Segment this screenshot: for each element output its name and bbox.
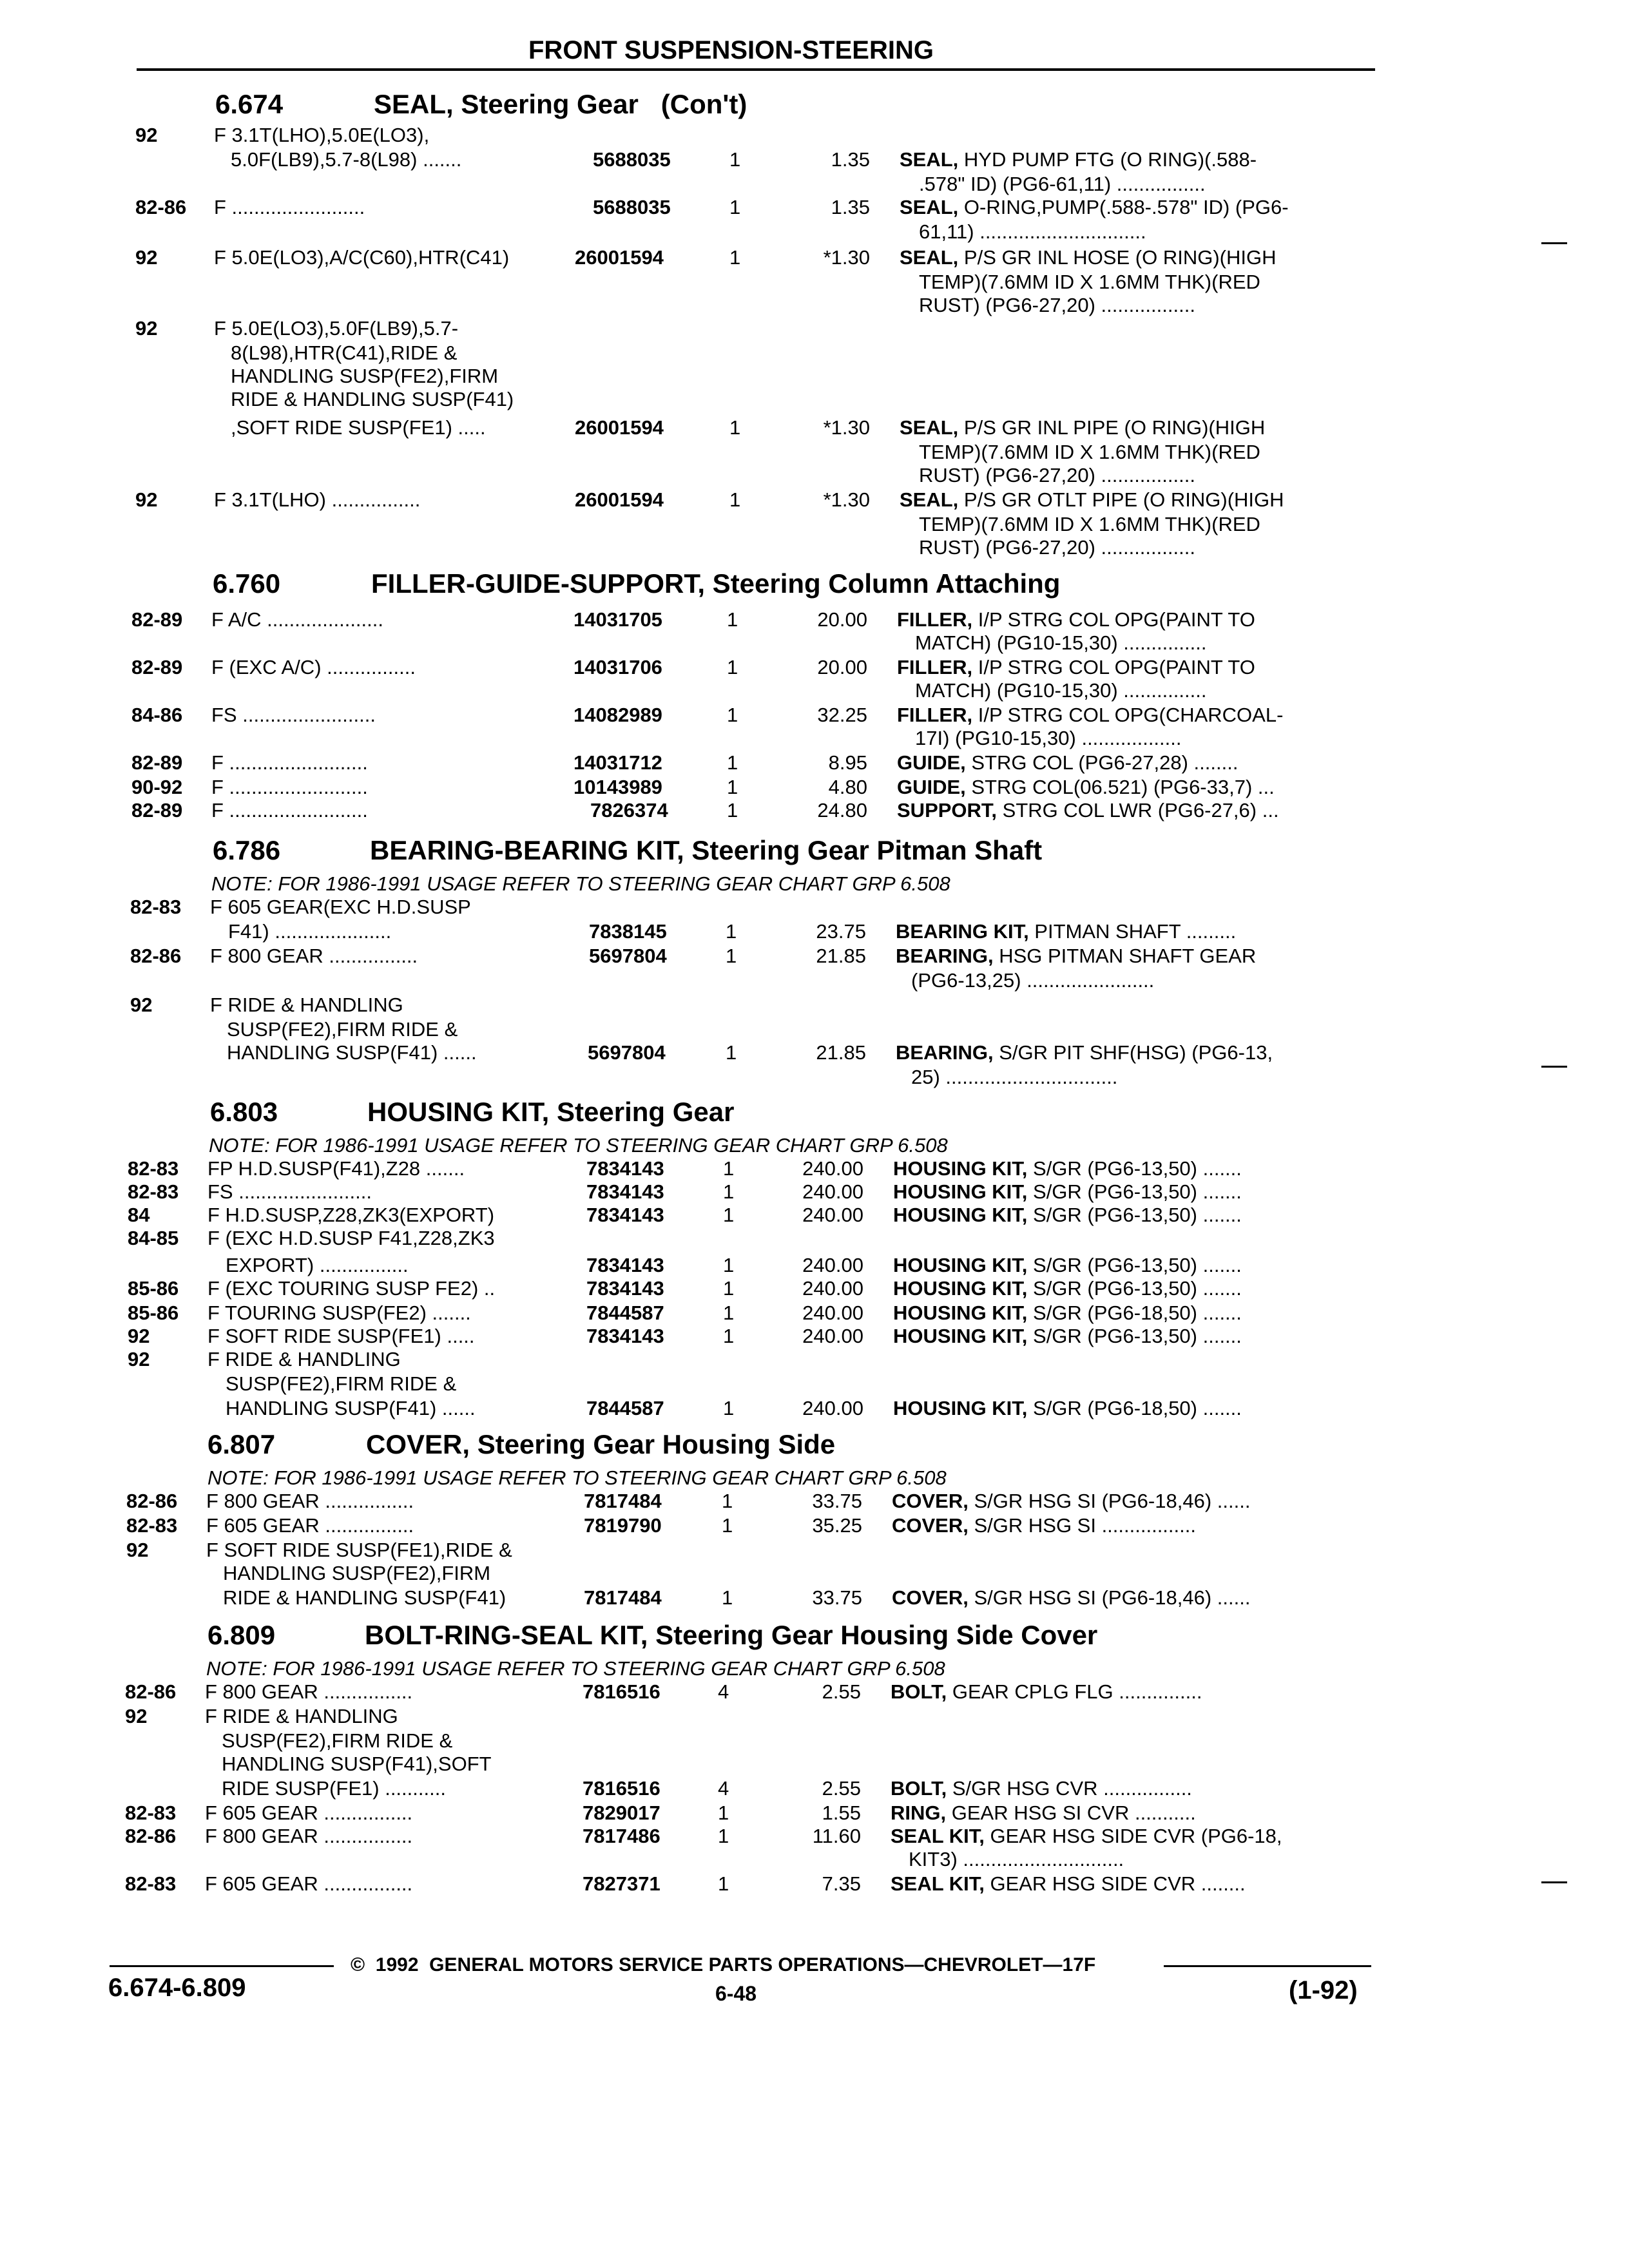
quantity: 4	[718, 1680, 729, 1703]
part-name: SEAL KIT,	[891, 1872, 985, 1895]
price: 23.75	[816, 920, 866, 943]
description-text: STRG COL(06.521) (PG6-33,7) ...	[965, 776, 1275, 798]
application: F 800 GEAR ................	[206, 1490, 414, 1512]
section-number: 6.760	[213, 568, 281, 599]
section-title: BEARING-BEARING KIT, Steering Gear Pitman Shaft	[370, 835, 1043, 865]
description-line: 25) ...............................	[911, 1066, 1118, 1088]
price: 2.55	[822, 1777, 861, 1800]
header-rule	[137, 68, 1375, 71]
model-years: 92	[125, 1705, 148, 1727]
model-years: 82-86	[125, 1680, 177, 1703]
price: 240.00	[802, 1325, 863, 1347]
price: 240.00	[802, 1302, 863, 1324]
description	[897, 751, 1238, 774]
application: F 5.0E(LO3),5.0F(LB9),5.7-	[214, 317, 459, 340]
price: 240.00	[802, 1157, 863, 1180]
part-number: 7834143	[586, 1254, 664, 1276]
part-number: 7834143	[586, 1157, 664, 1180]
description-text: O-RING,PUMP(.588-.578" ID) (PG6-	[958, 196, 1289, 218]
section-number: 6.809	[207, 1620, 276, 1650]
model-years: 92	[130, 994, 153, 1016]
part-number: 7829017	[583, 1802, 660, 1824]
part-name: COVER,	[892, 1586, 969, 1609]
description	[900, 246, 1276, 269]
part-name: BEARING,	[896, 1041, 994, 1064]
part-name: FILLER,	[897, 656, 973, 678]
model-years: 82-83	[125, 1872, 177, 1895]
description	[897, 776, 1275, 799]
description-text: GEAR HSG SI CVR ...........	[946, 1802, 1196, 1824]
section-title: FILLER-GUIDE-SUPPORT, Steering Column Attaching	[371, 568, 1061, 599]
part-number: 5688035	[593, 196, 671, 218]
description-line: RUST) (PG6-27,20) .................	[919, 294, 1195, 316]
section-title: BOLT-RING-SEAL KIT, Steering Gear Housing Side Cover	[365, 1620, 1098, 1650]
quantity: 1	[726, 945, 737, 967]
description-text: S/GR (PG6-18,50) .......	[1027, 1397, 1242, 1419]
application-cont: HANDLING SUSP(F41),SOFT	[222, 1753, 492, 1775]
section-number: 6.807	[207, 1429, 276, 1459]
price: 1.35	[831, 196, 870, 218]
price: 8.95	[828, 751, 867, 774]
application: FP H.D.SUSP(F41),Z28 .......	[207, 1157, 465, 1180]
part-name: SEAL KIT,	[891, 1825, 985, 1847]
part-number: 14031712	[574, 751, 662, 774]
description	[891, 1777, 1192, 1800]
description	[897, 656, 1255, 679]
description-line: TEMP)(7.6MM ID X 1.6MM THK)(RED	[919, 513, 1260, 535]
part-name: HOUSING KIT,	[893, 1204, 1028, 1226]
quantity: 1	[729, 488, 741, 511]
footer-page-number: 6-48	[715, 1982, 757, 2005]
quantity: 1	[723, 1397, 735, 1419]
model-years: 85-86	[128, 1277, 179, 1300]
part-name: HOUSING KIT,	[893, 1302, 1028, 1324]
part-number: 7826374	[590, 799, 668, 822]
description-text: I/P STRG COL OPG(CHARCOAL-	[972, 704, 1284, 726]
description	[891, 1825, 1282, 1848]
description-line: TEMP)(7.6MM ID X 1.6MM THK)(RED	[919, 271, 1260, 293]
application: F .........................	[211, 799, 368, 822]
section-title: HOUSING KIT, Steering Gear	[367, 1097, 735, 1127]
model-years: 84-85	[128, 1227, 179, 1249]
model-years: 92	[135, 246, 158, 269]
part-number: 14031705	[574, 608, 662, 631]
application: FS ........................	[211, 704, 376, 726]
application-cont: 5.0F(LB9),5.7-8(L98) .......	[231, 148, 462, 171]
application-cont: 8(L98),HTR(C41),RIDE &	[231, 341, 458, 364]
application: F TOURING SUSP(FE2) .......	[207, 1302, 471, 1324]
description-text: S/GR (PG6-18,50) .......	[1027, 1302, 1242, 1324]
model-years: 82-83	[128, 1180, 179, 1203]
description	[900, 196, 1289, 219]
application-cont: HANDLING SUSP(F41) ......	[227, 1041, 477, 1064]
description	[893, 1254, 1242, 1277]
description	[893, 1204, 1242, 1227]
description-line: .578" ID) (PG6-61,11) ................	[919, 173, 1206, 195]
margin-tick	[1541, 1881, 1567, 1883]
description-text: S/GR HSG SI (PG6-18,46) ......	[968, 1490, 1251, 1512]
model-years: 84	[128, 1204, 150, 1226]
part-number: 5697804	[588, 1041, 666, 1064]
page-header-title: FRONT SUSPENSION-STEERING	[528, 36, 934, 64]
description-text: S/GR (PG6-13,50) .......	[1027, 1204, 1242, 1226]
description	[892, 1586, 1250, 1610]
part-number: 5688035	[593, 148, 671, 171]
part-name: SEAL,	[900, 148, 959, 171]
application-cont: RIDE SUSP(FE1) ...........	[222, 1777, 446, 1800]
quantity: 1	[727, 608, 738, 631]
description-text: STRG COL LWR (PG6-27,6) ...	[997, 799, 1279, 822]
part-name: HOUSING KIT,	[893, 1254, 1028, 1276]
quantity: 1	[718, 1825, 729, 1847]
description-text: GEAR HSG SIDE CVR (PG6-18,	[984, 1825, 1282, 1847]
description	[896, 945, 1256, 968]
price: 20.00	[817, 656, 867, 678]
application: F RIDE & HANDLING	[207, 1348, 401, 1370]
part-number: 7816516	[583, 1680, 660, 1703]
description-text: HYD PUMP FTG (O RING)(.588-	[958, 148, 1257, 171]
application: F (EXC H.D.SUSP F41,Z28,ZK3	[207, 1227, 495, 1249]
description-line: RUST) (PG6-27,20) .................	[919, 464, 1195, 486]
description	[893, 1277, 1242, 1300]
application: F 800 GEAR ................	[205, 1825, 413, 1847]
description	[893, 1157, 1242, 1180]
part-name: BOLT,	[891, 1777, 947, 1800]
quantity: 1	[729, 416, 741, 439]
price: 240.00	[802, 1277, 863, 1300]
model-years: 92	[128, 1325, 150, 1347]
part-number: 7817486	[583, 1825, 660, 1847]
price: *1.30	[823, 246, 870, 269]
part-name: SEAL,	[900, 416, 959, 439]
quantity: 1	[729, 246, 741, 269]
application-cont: SUSP(FE2),FIRM RIDE &	[222, 1729, 453, 1752]
price: 240.00	[802, 1254, 863, 1276]
section-note: NOTE: FOR 1986-1991 USAGE REFER TO STEERING GEAR CHART GRP 6.508	[211, 872, 950, 895]
part-name: SEAL,	[900, 246, 959, 269]
description-text: PITMAN SHAFT .........	[1028, 920, 1237, 943]
part-number: 7816516	[583, 1777, 660, 1800]
part-number: 26001594	[575, 246, 664, 269]
application-cont: SUSP(FE2),FIRM RIDE &	[226, 1372, 457, 1395]
description-text: I/P STRG COL OPG(PAINT TO	[972, 608, 1255, 631]
price: 35.25	[812, 1514, 862, 1537]
application-cont: RIDE & HANDLING SUSP(F41)	[223, 1586, 506, 1609]
quantity: 1	[727, 704, 738, 726]
description	[897, 799, 1279, 822]
description	[897, 704, 1283, 727]
section-number: 6.786	[213, 835, 281, 865]
description-line: MATCH) (PG10-15,30) ...............	[915, 631, 1207, 654]
quantity: 1	[727, 656, 738, 678]
model-years: 92	[135, 488, 158, 511]
section-note: NOTE: FOR 1986-1991 USAGE REFER TO STEERING GEAR CHART GRP 6.508	[206, 1657, 945, 1680]
part-number: 10143989	[574, 776, 662, 798]
description-text: P/S GR INL HOSE (O RING)(HIGH	[958, 246, 1277, 269]
price: 20.00	[817, 608, 867, 631]
quantity: 1	[723, 1277, 735, 1300]
quantity: 1	[722, 1490, 733, 1512]
description-line: RUST) (PG6-27,20) .................	[919, 536, 1195, 559]
part-name: HOUSING KIT,	[893, 1397, 1028, 1419]
description-line: 17I) (PG10-15,30) ..................	[915, 727, 1182, 749]
description	[896, 920, 1236, 943]
description	[891, 1802, 1196, 1825]
price: 11.60	[812, 1825, 861, 1847]
part-name: GUIDE,	[897, 751, 966, 774]
application: F 605 GEAR(EXC H.D.SUSP	[210, 896, 471, 918]
description	[891, 1872, 1246, 1896]
quantity: 1	[723, 1302, 735, 1324]
quantity: 1	[723, 1180, 735, 1203]
description-text: S/GR (PG6-13,50) .......	[1027, 1277, 1242, 1300]
part-number: 7834143	[586, 1277, 664, 1300]
quantity: 1	[723, 1204, 735, 1226]
price: 21.85	[816, 1041, 866, 1064]
model-years: 92	[135, 317, 158, 340]
margin-tick	[1541, 242, 1567, 244]
model-years: 90-92	[131, 776, 183, 798]
part-name: HOUSING KIT,	[893, 1180, 1028, 1203]
description	[893, 1397, 1242, 1420]
description-text: STRG COL (PG6-27,28) ........	[965, 751, 1239, 774]
description-text: S/GR (PG6-13,50) .......	[1027, 1254, 1242, 1276]
quantity: 1	[722, 1514, 733, 1537]
part-name: BEARING KIT,	[896, 920, 1029, 943]
quantity: 1	[718, 1872, 729, 1895]
application: F 605 GEAR ................	[205, 1872, 413, 1895]
application: F (EXC A/C) ................	[211, 656, 416, 678]
section-note: NOTE: FOR 1986-1991 USAGE REFER TO STEERING GEAR CHART GRP 6.508	[209, 1134, 948, 1157]
application: F 605 GEAR ................	[206, 1514, 414, 1537]
model-years: 82-83	[128, 1157, 179, 1180]
quantity: 4	[718, 1777, 729, 1800]
application: F 800 GEAR ................	[205, 1680, 413, 1703]
price: *1.30	[823, 488, 870, 511]
description	[891, 1680, 1202, 1704]
part-number: 7817484	[584, 1586, 662, 1609]
application: F 3.1T(LHO),5.0E(LO3),	[214, 124, 430, 146]
part-name: RING,	[891, 1802, 947, 1824]
price: 240.00	[802, 1180, 863, 1203]
application: F H.D.SUSP,Z28,ZK3(EXPORT)	[207, 1204, 495, 1226]
price: 7.35	[822, 1872, 861, 1895]
part-name: BOLT,	[891, 1680, 947, 1703]
application: F RIDE & HANDLING	[205, 1705, 398, 1727]
description-text: S/GR (PG6-13,50) .......	[1027, 1180, 1242, 1203]
part-number: 7834143	[586, 1180, 664, 1203]
application: F ........................	[214, 196, 365, 218]
application-cont: RIDE & HANDLING SUSP(F41)	[231, 388, 514, 410]
part-name: BEARING,	[896, 945, 994, 967]
price: 1.35	[831, 148, 870, 171]
description-text: S/GR HSG SI .................	[968, 1514, 1196, 1537]
price: 240.00	[802, 1397, 863, 1419]
part-name: SUPPORT,	[897, 799, 998, 822]
description	[897, 608, 1255, 631]
model-years: 82-89	[131, 608, 183, 631]
description-text: P/S GR INL PIPE (O RING)(HIGH	[958, 416, 1266, 439]
description	[893, 1180, 1242, 1204]
application: F (EXC TOURING SUSP FE2) ..	[207, 1277, 496, 1300]
price: 1.55	[822, 1802, 861, 1824]
application: F SOFT RIDE SUSP(FE1),RIDE &	[206, 1539, 512, 1561]
part-name: COVER,	[892, 1514, 969, 1537]
price: 240.00	[802, 1204, 863, 1226]
application-cont: EXPORT) ................	[226, 1254, 409, 1276]
description	[893, 1325, 1242, 1348]
model-years: 82-86	[126, 1490, 178, 1512]
margin-tick	[1541, 1066, 1567, 1068]
part-number: 7838145	[589, 920, 667, 943]
description	[900, 148, 1257, 171]
model-years: 82-86	[125, 1825, 177, 1847]
model-years: 82-89	[131, 656, 183, 678]
description-line: MATCH) (PG10-15,30) ...............	[915, 679, 1207, 702]
price: 2.55	[822, 1680, 861, 1703]
application: F RIDE & HANDLING	[210, 994, 403, 1016]
model-years: 82-89	[131, 799, 183, 822]
application: F .........................	[211, 776, 368, 798]
part-number: 26001594	[575, 488, 664, 511]
part-number: 7834143	[586, 1204, 664, 1226]
part-number: 7827371	[583, 1872, 660, 1895]
footer-copyright: © 1992 GENERAL MOTORS SERVICE PARTS OPERATIONS—CHEVROLET—17F	[351, 1954, 1096, 1975]
description	[900, 416, 1265, 439]
part-name: HOUSING KIT,	[893, 1325, 1028, 1347]
footer-rule-left	[110, 1965, 334, 1967]
part-number: 26001594	[575, 416, 664, 439]
description	[896, 1041, 1273, 1064]
description-text: S/GR HSG CVR ................	[947, 1777, 1192, 1800]
section-note: NOTE: FOR 1986-1991 USAGE REFER TO STEERING GEAR CHART GRP 6.508	[207, 1466, 947, 1489]
model-years: 82-89	[131, 751, 183, 774]
application: F .........................	[211, 751, 368, 774]
model-years: 82-86	[135, 196, 187, 218]
price: 4.80	[828, 776, 867, 798]
application-cont: HANDLING SUSP(F41) ......	[226, 1397, 476, 1419]
description-line: KIT3) .............................	[909, 1848, 1124, 1870]
part-number: 7844587	[586, 1397, 664, 1419]
part-name: GUIDE,	[897, 776, 966, 798]
description-text: S/GR PIT SHF(HSG) (PG6-13,	[993, 1041, 1273, 1064]
price: *1.30	[823, 416, 870, 439]
description-text: S/GR HSG SI (PG6-18,46) ......	[968, 1586, 1251, 1609]
section-title: SEAL, Steering Gear (Con't)	[374, 89, 747, 119]
part-name: SEAL,	[900, 488, 959, 511]
part-name: COVER,	[892, 1490, 969, 1512]
part-number: 7819790	[584, 1514, 662, 1537]
application: F 800 GEAR ................	[210, 945, 418, 967]
quantity: 1	[727, 776, 738, 798]
description	[892, 1514, 1196, 1537]
part-name: SEAL,	[900, 196, 959, 218]
footer-rule-right	[1164, 1965, 1371, 1967]
description	[893, 1302, 1242, 1325]
part-number: 7834143	[586, 1325, 664, 1347]
description-text: I/P STRG COL OPG(PAINT TO	[972, 656, 1255, 678]
part-number: 7844587	[586, 1302, 664, 1324]
application-cont: HANDLING SUSP(FE2),FIRM	[223, 1562, 491, 1584]
quantity: 1	[727, 799, 738, 822]
model-years: 85-86	[128, 1302, 179, 1324]
quantity: 1	[727, 751, 738, 774]
price: 33.75	[812, 1490, 862, 1512]
section-number: 6.803	[210, 1097, 278, 1127]
application: F 5.0E(LO3),A/C(C60),HTR(C41)	[214, 246, 510, 269]
application-cont: HANDLING SUSP(FE2),FIRM	[231, 365, 499, 387]
quantity: 1	[722, 1586, 733, 1609]
model-years: 84-86	[131, 704, 183, 726]
model-years: 92	[126, 1539, 149, 1561]
part-name: HOUSING KIT,	[893, 1157, 1028, 1180]
model-years: 82-83	[130, 896, 182, 918]
model-years: 82-83	[126, 1514, 178, 1537]
application-cont: ,SOFT RIDE SUSP(FE1) .....	[231, 416, 486, 439]
description-text: P/S GR OTLT PIPE (O RING)(HIGH	[958, 488, 1284, 511]
quantity: 1	[723, 1325, 735, 1347]
quantity: 1	[729, 196, 741, 218]
quantity: 1	[726, 1041, 737, 1064]
description-line: (PG6-13,25) .......................	[911, 969, 1155, 992]
part-number: 14082989	[574, 704, 662, 726]
price: 21.85	[816, 945, 866, 967]
description	[892, 1490, 1250, 1513]
model-years: 92	[135, 124, 158, 146]
price: 33.75	[812, 1586, 862, 1609]
section-number: 6.674	[215, 89, 284, 119]
part-number: 7817484	[584, 1490, 662, 1512]
description-text: S/GR (PG6-13,50) .......	[1027, 1157, 1242, 1180]
model-years: 82-86	[130, 945, 182, 967]
application: F A/C .....................	[211, 608, 383, 631]
section-title: COVER, Steering Gear Housing Side	[366, 1429, 836, 1459]
quantity: 1	[723, 1157, 735, 1180]
part-name: FILLER,	[897, 608, 973, 631]
part-number: 14031706	[574, 656, 662, 678]
application: F 3.1T(LHO) ................	[214, 488, 421, 511]
price: 24.80	[817, 799, 867, 822]
description	[900, 488, 1284, 512]
description-line: TEMP)(7.6MM ID X 1.6MM THK)(RED	[919, 441, 1260, 463]
application: F 605 GEAR ................	[205, 1802, 413, 1824]
application: F SOFT RIDE SUSP(FE1) .....	[207, 1325, 475, 1347]
quantity: 1	[729, 148, 741, 171]
description-text: GEAR CPLG FLG ...............	[947, 1680, 1202, 1703]
description-text: S/GR (PG6-13,50) .......	[1027, 1325, 1242, 1347]
application: FS ........................	[207, 1180, 372, 1203]
model-years: 92	[128, 1348, 150, 1370]
part-name: FILLER,	[897, 704, 973, 726]
application-cont: SUSP(FE2),FIRM RIDE &	[227, 1018, 458, 1041]
model-years: 82-83	[125, 1802, 177, 1824]
part-name: HOUSING KIT,	[893, 1277, 1028, 1300]
quantity: 1	[723, 1254, 735, 1276]
application-cont: F41) .....................	[228, 920, 392, 943]
description-text: HSG PITMAN SHAFT GEAR	[993, 945, 1257, 967]
part-number: 5697804	[589, 945, 667, 967]
price: 32.25	[817, 704, 867, 726]
description-line: 61,11) ..............................	[919, 220, 1146, 243]
footer-section-range: 6.674-6.809	[108, 1974, 246, 2002]
description-text: GEAR HSG SIDE CVR ........	[984, 1872, 1246, 1895]
quantity: 1	[718, 1802, 729, 1824]
quantity: 1	[726, 920, 737, 943]
footer-date: (1-92)	[1289, 1976, 1358, 2004]
